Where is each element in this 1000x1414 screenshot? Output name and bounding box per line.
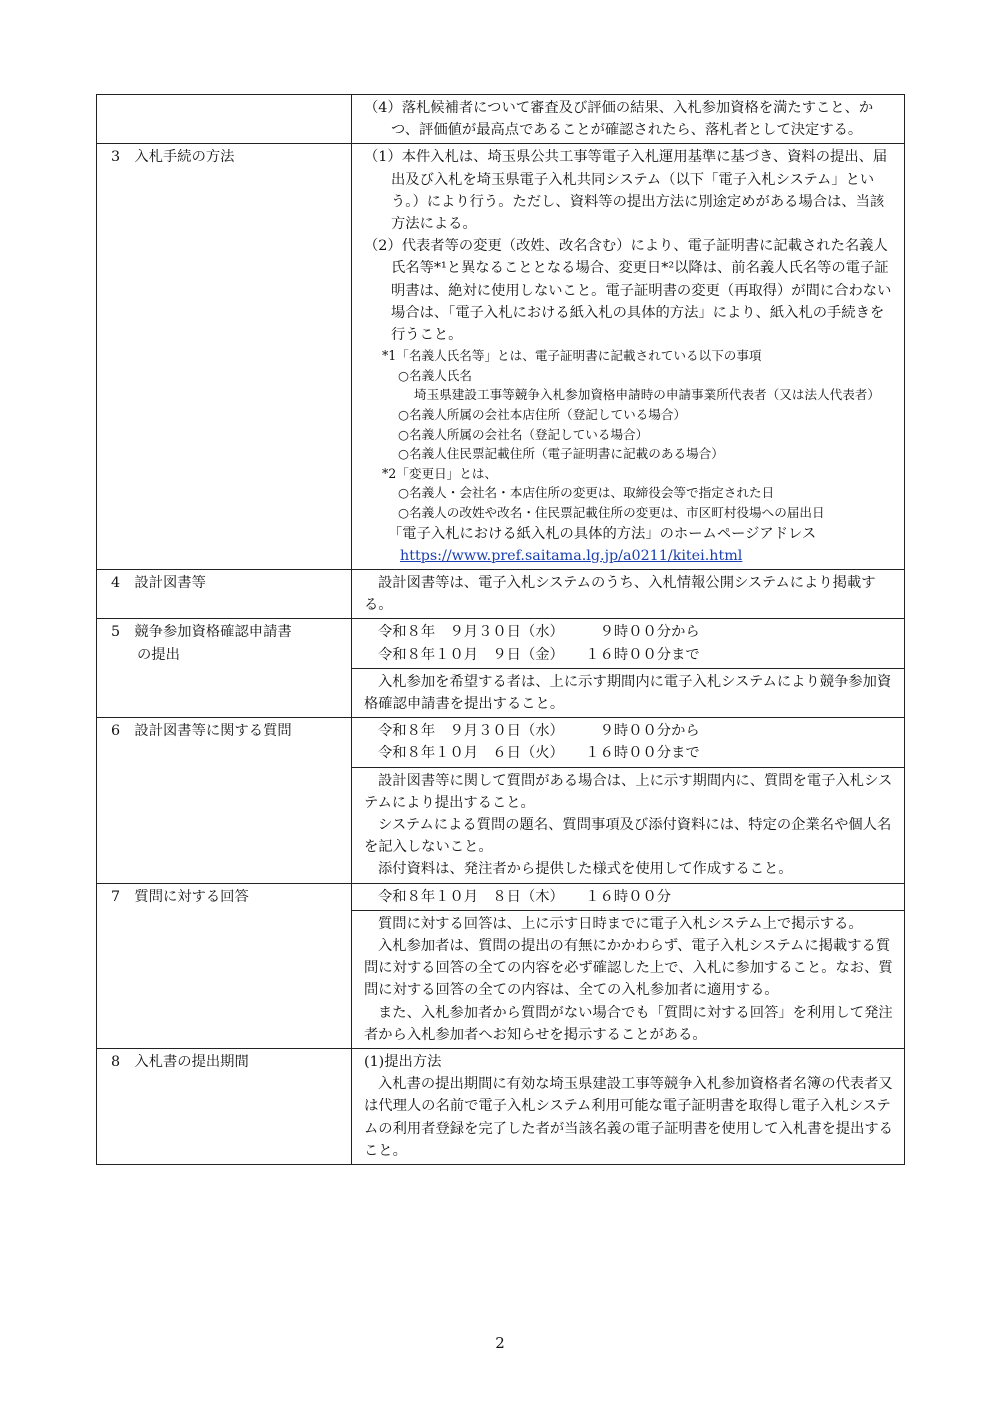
row-label [97, 619, 352, 718]
paragraph: また、入札参加者から質問がない場合でも「質問に対する回答」を利用して発注者から入札参加者へお知らせを掲示することがある。 [364, 1004, 893, 1043]
paragraph: システムによる質問の題名、質問事項及び添付資料には、特定の企業名や個人名を記入しないこと。 [364, 817, 892, 856]
paragraph: 質問に対する回答は、上に示す日時までに電子入札システム上で掲示する。 [378, 915, 863, 932]
sub-heading: (1)提出方法 [364, 1054, 442, 1071]
period-cell [352, 619, 905, 668]
period-end: 令和８年１０月 ６日（火） １６時００分まで [378, 745, 700, 762]
note1-head: *1「名義人氏名等」とは、電子証明書に記載されている以下の事項 [382, 348, 762, 364]
row-content [352, 95, 905, 144]
table-row [97, 718, 905, 767]
row-content [352, 1049, 905, 1165]
table-row [97, 569, 905, 618]
row-label: 7 質問に対する回答 [97, 883, 352, 1048]
row-label: 3 入札手続の方法 [97, 144, 352, 570]
page-number: 2 [495, 1334, 505, 1352]
period-end: 令和８年１０月 ９日（金） １６時００分まで [378, 646, 700, 663]
period-cell [352, 883, 905, 910]
label-line-2: の提出 [137, 646, 180, 663]
paragraph: 設計図書等に関して質問がある場合は、上に示す期間内に、質問を電子入札システムにより提出すること。 [364, 772, 893, 811]
row-content [352, 144, 905, 570]
period-start: 令和８年 ９月３０日（水） ９時００分から [378, 624, 700, 641]
paragraph: 入札参加者は、質問の提出の有無にかかわらず、電子入札システムに掲載する質問に対する回答の全ての内容を必ず確認した上で、入札に参加すること。なお、質問に対する回答の全ての内容は、全ての入札参加者に適用する。 [364, 938, 893, 999]
table-row [97, 883, 905, 910]
item-4-evaluation: （4）落札候補者について審査及び評価の結果、入札参加資格を満たすこと、かつ、評価値が最高点であることが確認されたら、落札者として決定する。 [364, 100, 874, 139]
table-row [97, 144, 905, 570]
item-1: （1）本件入札は、埼玉県公共工事等電子入札運用基準に基づき、資料の提出、届出及び入札を埼玉県電子入札共同システム（以下「電子入札システム」という。）により行う。ただし、資料等の提出方法に別途定めがある場合は、当該方法による。 [364, 149, 888, 233]
table-row [97, 95, 905, 144]
table-row [97, 1049, 905, 1165]
row-label: 8 入札書の提出期間 [97, 1049, 352, 1165]
row-label: 4 設計図書等 [97, 569, 352, 618]
note2-a: ○名義人・会社名・本店住所の変更は、取締役会等で指定された日 [398, 485, 775, 501]
homepage-link[interactable]: https://www.pref.saitama.lg.jp/a0211/kitei.html [400, 547, 743, 564]
paragraph: 入札参加を希望する者は、上に示す期間内に電子入札システムにより競争参加資格確認申請書を提出すること。 [364, 673, 892, 712]
answer-date: 令和８年１０月 ８日（木） １６時００分 [378, 888, 672, 905]
item-2: （2）代表者等の変更（改姓、改名含む）により、電子証明書に記載された名義人氏名等*¹と異なることとなる場合、変更日*²以降は、前名義人氏名等の電子証明書は、絶対に使用しないこと。電子証明書の変更（再取得）が間に合わない場合は、「電子入札における紙入札の具体的方法」により、紙入札の手続きを行うこと。 [364, 238, 892, 344]
period-cell [352, 718, 905, 767]
note1-a-detail: 埼玉県建設工事等競争入札参加資格申請時の申請事業所代表者（又は法人代表者） [414, 387, 880, 403]
period-start: 令和８年 ９月３０日（水） ９時００分から [378, 723, 700, 740]
note1-c: ○名義人所属の会社名（登記している場合） [398, 426, 649, 442]
note1-b: ○名義人所属の会社本店住所（登記している場合） [398, 407, 687, 423]
note2-b: ○名義人の改姓や改名・住民票記載住所の変更は、市区町村役場への届出日 [398, 504, 825, 520]
paragraph: 入札書の提出期間に有効な埼玉県建設工事等競争入札参加資格者名簿の代表者又は代理人の名前で電子入札システム利用可能な電子証明書を取得し電子入札システムの利用者登録を完了した者が当該名義の電子証明書を使用して入札書を提出すること。 [364, 1076, 893, 1159]
row-label: 6 設計図書等に関する質問 [97, 718, 352, 883]
conditions-table [96, 94, 905, 1165]
paragraph: 設計図書等は、電子入札システムのうち、入札情報公開システムにより掲載する。 [364, 574, 876, 614]
homepage-text: 「電子入札における紙入札の具体的方法」のホームページアドレス [388, 525, 817, 542]
row-content [352, 767, 905, 883]
label-line-1: 5 競争参加資格確認申請書 [111, 624, 292, 641]
row-label-empty [97, 95, 352, 144]
table-row [97, 619, 905, 668]
paragraph: 添付資料は、発注者から提供した様式を使用して作成すること。 [378, 861, 793, 878]
note1-d: ○名義人住民票記載住所（電子証明書に記載のある場合） [398, 446, 724, 462]
row-content [352, 910, 905, 1048]
note1-a: ○名義人氏名 [398, 367, 472, 383]
note2-head: *2「変更日」とは、 [382, 465, 498, 481]
row-content [352, 668, 905, 717]
row-content [352, 569, 905, 618]
